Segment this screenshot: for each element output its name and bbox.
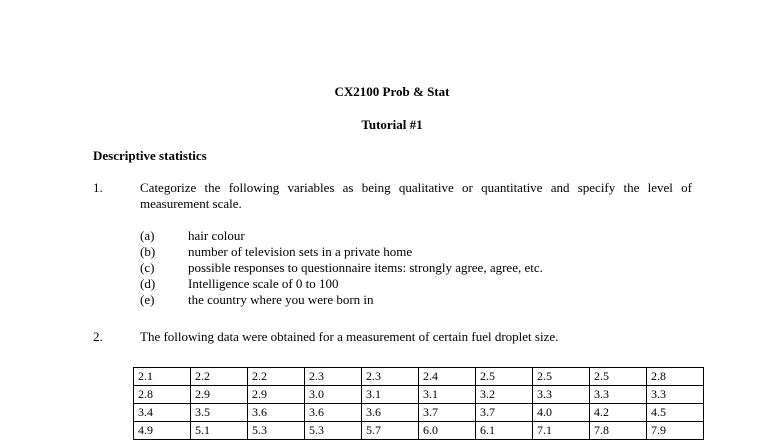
table-cell: 4.9 (134, 422, 191, 440)
table-cell: 3.1 (419, 386, 476, 404)
table-row (134, 422, 704, 440)
item-text: the country where you were born in (188, 292, 374, 307)
table-cell: 2.8 (647, 368, 704, 386)
table-cell: 2.5 (476, 368, 533, 386)
table-cell: 3.6 (248, 404, 305, 422)
table-cell: 2.9 (248, 386, 305, 404)
item-text: hair colour (188, 228, 245, 243)
table-cell: 3.6 (305, 404, 362, 422)
question-text: Categorize the following variables as being qualitative or quantitative and specify the level of measurement scale. (140, 180, 692, 211)
item-letter: (c) (140, 260, 155, 275)
table-cell: 2.3 (305, 368, 362, 386)
table-row (134, 404, 704, 422)
table-cell: 7.9 (647, 422, 704, 440)
table-cell: 3.3 (647, 386, 704, 404)
data-table (133, 367, 704, 440)
table-row (134, 386, 704, 404)
table-cell: 3.7 (419, 404, 476, 422)
table-cell: 3.5 (191, 404, 248, 422)
table-cell: 2.8 (134, 386, 191, 404)
table-cell: 2.2 (191, 368, 248, 386)
table-cell: 3.6 (362, 404, 419, 422)
table-row (134, 368, 704, 386)
table-cell: 2.1 (134, 368, 191, 386)
table-cell: 6.1 (476, 422, 533, 440)
item-letter: (b) (140, 244, 156, 259)
question-text: The following data were obtained for a measurement of certain fuel droplet size. (140, 329, 559, 344)
table-cell: 5.1 (191, 422, 248, 440)
question-number: 1. (93, 180, 103, 195)
item-text: number of television sets in a private home (188, 244, 413, 259)
table-cell: 3.1 (362, 386, 419, 404)
item-text: Intelligence scale of 0 to 100 (188, 276, 339, 291)
table-cell: 3.3 (590, 386, 647, 404)
table-cell: 5.7 (362, 422, 419, 440)
item-letter: (d) (140, 276, 156, 291)
table-cell: 3.0 (305, 386, 362, 404)
table-cell: 3.7 (476, 404, 533, 422)
table-cell: 2.5 (590, 368, 647, 386)
item-letter: (e) (140, 292, 155, 307)
table-cell: 2.4 (419, 368, 476, 386)
document-subtitle: Tutorial #1 (361, 117, 423, 132)
table-cell: 5.3 (305, 422, 362, 440)
table-cell: 7.1 (533, 422, 590, 440)
table-cell: 2.3 (362, 368, 419, 386)
table-cell: 6.0 (419, 422, 476, 440)
table-cell: 7.8 (590, 422, 647, 440)
table-cell: 2.9 (191, 386, 248, 404)
table-cell: 3.3 (533, 386, 590, 404)
table-cell: 2.2 (248, 368, 305, 386)
question-number: 2. (93, 329, 103, 344)
table-cell: 4.5 (647, 404, 704, 422)
item-text: possible responses to questionnaire items: strongly agree, agree, etc. (188, 260, 543, 275)
table-cell: 4.0 (533, 404, 590, 422)
table-cell: 3.4 (134, 404, 191, 422)
table-cell: 5.3 (248, 422, 305, 440)
table-cell: 4.2 (590, 404, 647, 422)
section-heading: Descriptive statistics (93, 148, 207, 163)
table-cell: 3.2 (476, 386, 533, 404)
document-title: CX2100 Prob & Stat (334, 84, 450, 99)
item-letter: (a) (140, 228, 155, 243)
table-cell: 2.5 (533, 368, 590, 386)
